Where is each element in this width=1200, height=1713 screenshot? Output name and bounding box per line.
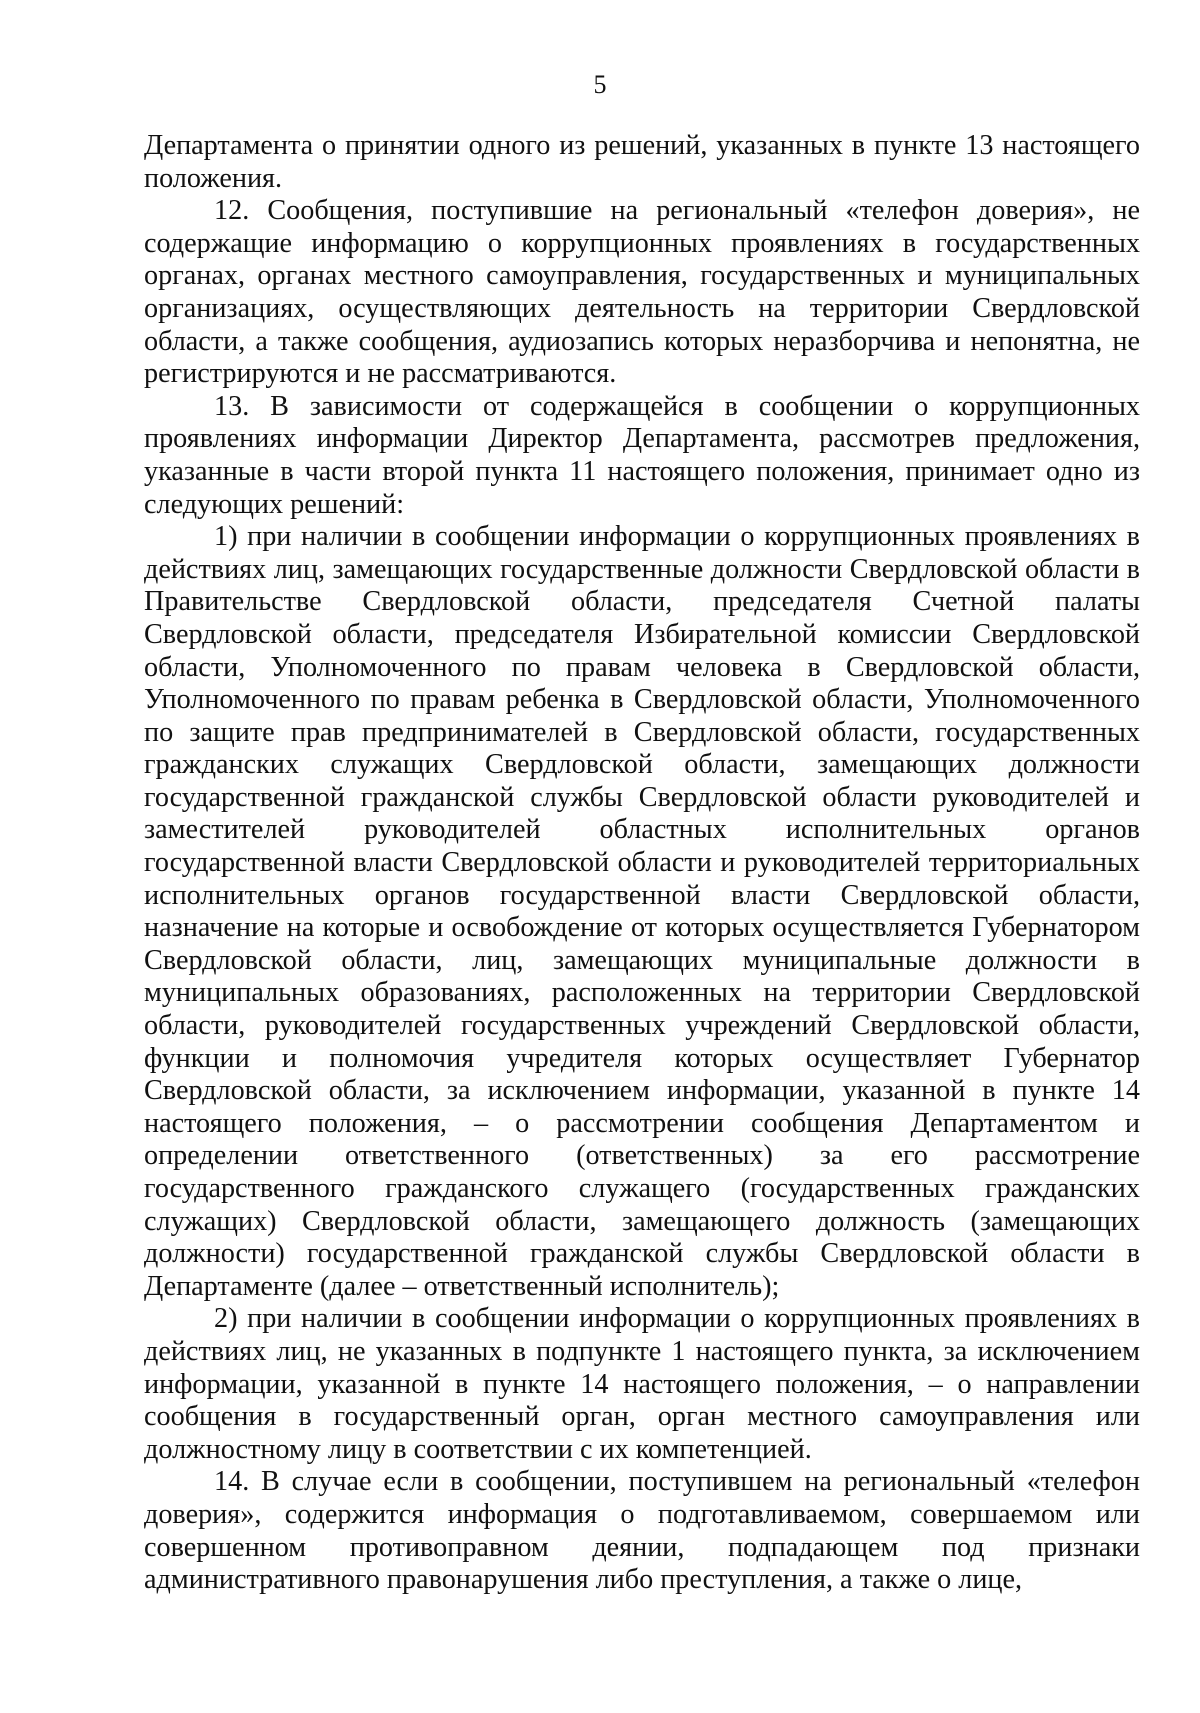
paragraph-13: 13. В зависимости от содержащейся в сообщении о коррупционных проявлениях информации Директор Департамента, рассмотрев предложения, указанные в части второй пункта 11 настоящего положения, принимает одно из следующих решений: [144,390,1140,520]
document-body [144,130,1140,1597]
paragraph-13-subitem-1: 1) при наличии в сообщении информации о коррупционных проявлениях в действиях лиц, замещающих государственные должности Свердловской области в Правительстве Свердловской области, председателя Счетной палаты Свердловской области, председателя Избирательной комиссии Свердловской области, Уполномоченного по правам человека в Свердловской области, Уполномоченного по правам ребенка в Свердловской области, Уполномоченного по защите прав предпринимателей в Свердловской области, государственных гражданских служащих Свердловской области, замещающих должности государственной гражданской службы Свердловской области руководителей и заместителей руководителей областных исполнительных органов государственной власти Свердловской области и руководителей территориальных исполнительных органов государственной власти Свердловской области, назначение на которые и освобождение от которых осуществляется Губернатором Свердловской области, лиц, замещающих муниципальные должности в муниципальных образованиях, расположенных на территории Свердловской области, руководителей государственных учреждений Свердловской области, функции и полномочия учредителя которых осуществляет Губернатор Свердловской области, за исключением информации, указанной в пункте 14 настоящего положения, – о рассмотрении сообщения Департаментом и определении ответственного (ответственных) за его рассмотрение государственного гражданского служащего (государственных гражданских служащих) Свердловской области, замещающего должность (замещающих должности) государственной гражданской службы Свердловской области в Департаменте (далее – ответственный исполнитель); [144,521,1140,1302]
paragraph-14: 14. В случае если в сообщении, поступившем на региональный «телефон доверия», содержится информация о подготавливаемом, совершаемом или совершенном противоправном деянии, подпадающем под признаки административного правонарушения либо преступления, а также о лице, [144,1466,1140,1596]
paragraph-13-subitem-2: 2) при наличии в сообщении информации о коррупционных проявлениях в действиях лиц, не указанных в подпункте 1 настоящего пункта, за исключением информации, указанной в пункте 14 настоящего положения, – о направлении сообщения в государственный орган, орган местного самоуправления или должностному лицу в соответствии с их компетенцией. [144,1303,1140,1465]
paragraph-continuation: Департамента о принятии одного из решений, указанных в пункте 13 настоящего положения. [144,130,1140,194]
page-number: 5 [593,70,607,99]
paragraph-12: 12. Сообщения, поступившие на региональный «телефон доверия», не содержащие информацию о коррупционных проявлениях в государственных органах, органах местного самоуправления, государственных и муниципальных организациях, осуществляющих деятельность на территории Свердловской области, а также сообщения, аудиозапись которых неразборчива и непонятна, не регистрируются и не рассматриваются. [144,195,1140,390]
